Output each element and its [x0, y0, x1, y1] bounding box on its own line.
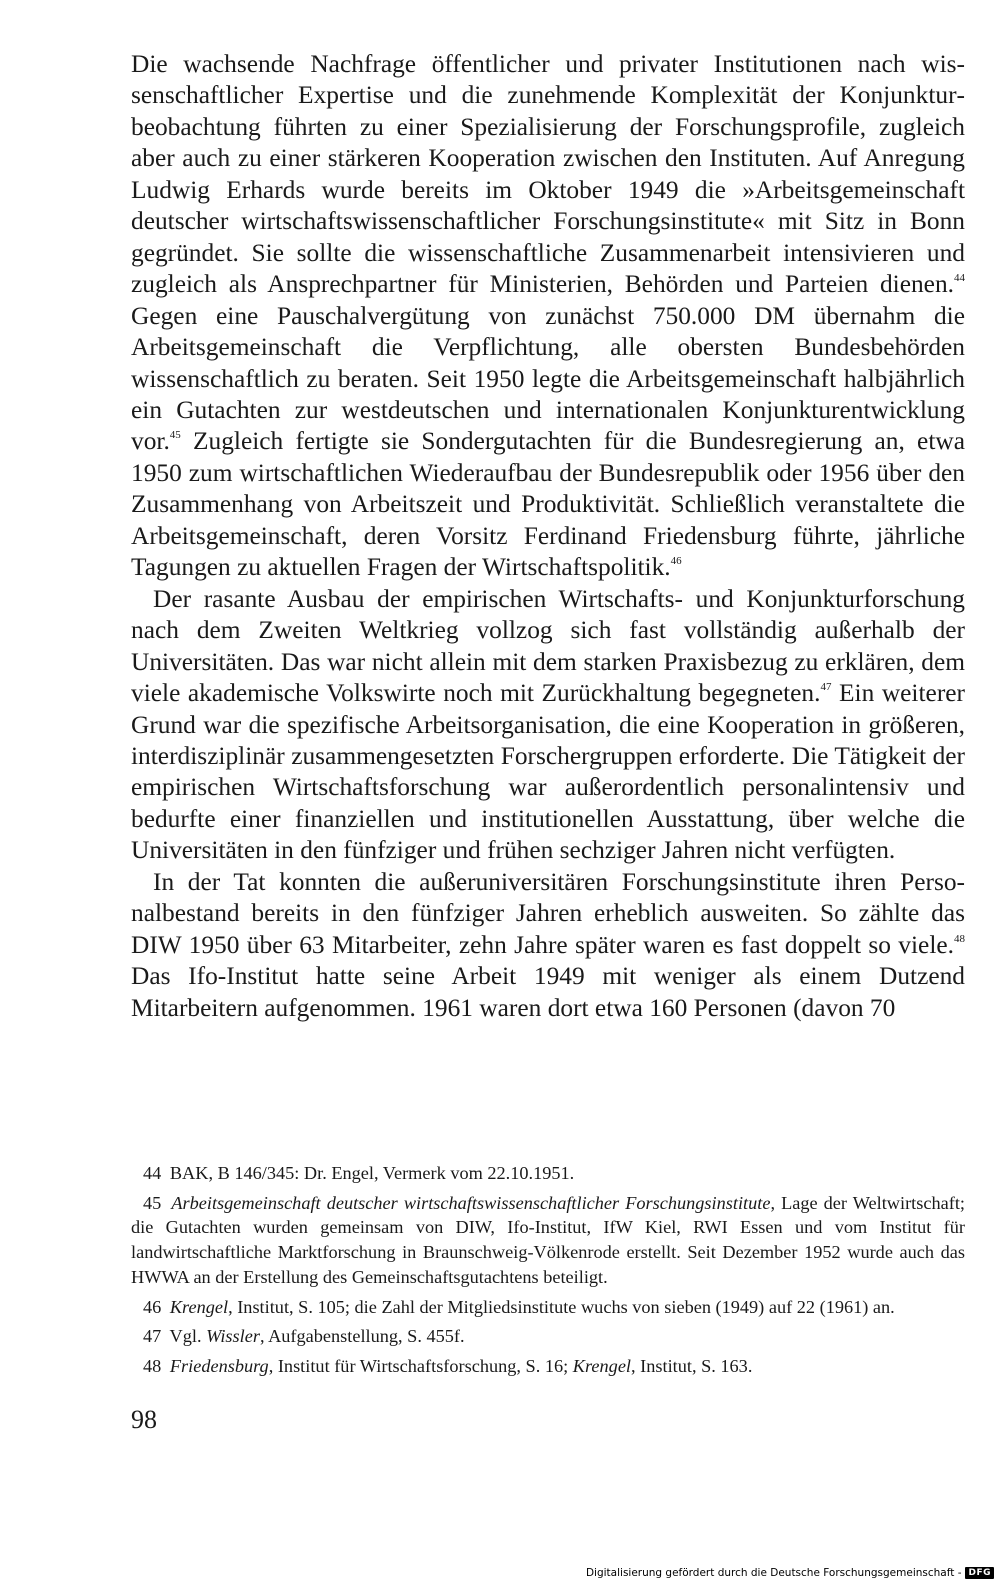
footnote-number: 44 [143, 1163, 162, 1183]
dfg-logo-icon: DFG [965, 1567, 994, 1579]
footnote-author: Krengel [572, 1355, 632, 1376]
paragraph-2 [131, 584, 965, 867]
paragraph-text: In der Tat konnten die außeruniversitären Forschungsinstitute ihren Personalbestand bereits in den fünfziger Jahren erheblich ausweiten. So zählte das DIW 1950 über 63 Mitarbeiter, zehn Jahre später waren es fast doppelt so viele. [131, 867, 965, 959]
credit-text: Digitalisierung gefördert durch die Deutsche Forschungsgemeinschaft - [585, 1567, 962, 1579]
paragraph-text: Der rasante Ausbau der empirischen Wirtschafts- und Konjunkturforschung nach dem Zweiten Weltkrieg vollzog sich fast vollständig außerhalb der Universitäten. Das war nicht allein mit dem starken Praxisbezug zu erklären, dem viele akademische Volkswirte noch mit Zurückhaltung begegneten. [131, 584, 965, 708]
footnote-author: Friedensburg [169, 1355, 269, 1376]
paragraph-text: Gegen eine Pauschalvergütung von zunächst 750.000 DM übernahm die Arbeitsgemeinschaft die Verpflichtung, alle obersten Bundesbehörden wissenschaftlich zu beraten. Seit 1950 legte die Arbeitsgemeinschaft halbjährlich ein Gutachten zur westdeutschen und internationalen Konjunkturentwicklung vor. [131, 301, 965, 456]
footnote-46 [131, 1295, 965, 1320]
footnote-text: , Institut, S. 105; die Zahl der Mitgliedsinstitute wuchs von sieben (1949) auf 22 (1961) an. [228, 1296, 895, 1317]
footnote-ref-48: 48 [954, 932, 965, 945]
digitization-credit [586, 1564, 994, 1582]
footnote-47 [131, 1324, 965, 1349]
footnote-ref-44: 44 [954, 272, 965, 285]
footnote-48 [131, 1354, 965, 1379]
library-stamp [678, 1418, 818, 1508]
paragraph-text: Das Ifo-Institut hatte seine Arbeit 1949 mit weniger als einem Dutzend Mitarbeitern aufgenommen. 1961 waren dort etwa 160 Personen (davon 70 [131, 962, 965, 1022]
footnote-ref-46: 46 [670, 555, 682, 568]
footnote-45 [131, 1191, 965, 1290]
footnote-number: 45 [143, 1192, 162, 1213]
footnote-number: 48 [143, 1355, 162, 1376]
footnote-author: Arbeitsgemeinschaft deutscher wirtschaftswissenschaftlicher Forschungsinstitute [171, 1192, 771, 1213]
footnote-prefix: Vgl. [169, 1326, 207, 1347]
footnote-author: Krengel [169, 1296, 229, 1317]
footnote-author: Wissler [206, 1326, 260, 1347]
footnote-text: , Lage der Weltwirtschaft; die Gutachten wurden gemeinsam von DIW, Ifo-Institut, IfW Kiel, RWI Essen und vom Institut für landwirtschaftliche Marktforschung in Braunschweig-Völkenrode erstellt. Seit Dezember 1952 wurde auch das HWWA an der Erstellung des Gemeinschaftsgutachtens beteiligt. [131, 1192, 965, 1287]
paragraph-text: Zugleich fertigte sie Sondergutachten für die Bundesregierung an, etwa 1950 zum wirtschaftlichen Wiederaufbau der Bundesrepublik oder 1956 über den Zusammenhang von Arbeitszeit und Produktivität. Schließlich veranstaltete die Arbeitsgemeinschaft, deren Vorsitz Ferdinand Friedensburg führte, jährliche Tagungen zu aktuellen Fragen der Wirtschaftspolitik. [131, 427, 965, 582]
footnote-text: BAK, B 146/345: Dr. Engel, Vermerk vom 22.10.1951. [169, 1163, 575, 1183]
body-text [131, 49, 965, 1024]
footnote-text: , Institut, S. 163. [631, 1355, 753, 1376]
footnote-text: , Institut für Wirtschaftsforschung, S. 16; [268, 1355, 573, 1376]
page-number: 98 [131, 1405, 157, 1434]
paragraph-1 [131, 49, 965, 584]
paragraph-text: Ein weiterer Grund war die spezifische Arbeitsorganisation, die eine Kooperation in größeren, interdisziplinär zusammengesetzten Forschergruppen erforderte. Die Tätigkeit der empirischen Wirtschaftsforschung war außerordentlich personalintensiv und bedurfte einer finanziellen und institutionellen Ausstattung, über welche die Universitäten in den fünfziger und frühen sechziger Jahren nicht verfügten. [131, 679, 965, 865]
footnote-ref-45: 45 [169, 429, 181, 442]
paragraph-text: Die wachsende Nachfrage öffentlicher und privater Institutionen nach wissenschaftlicher Expertise und die zunehmende Komplexität der Konjunkturbeobachtung führten zu einer Spezialisierung der Forschungsprofile, zugleich aber auch zu einer stärkeren Kooperation zwischen den Instituten. Auf Anregung Ludwig Erhards wurde bereits im Oktober 1949 die »Arbeitsgemeinschaft deutscher wirtschaftswissenschaftlicher Forschungsinstitute« mit Sitz in Bonn gegründet. Sie sollte die wissenschaftliche Zusammenarbeit intensivieren und zugleich als Ansprechpartner für Ministerien, Behörden und Parteien dienen. [131, 50, 965, 299]
footnote-number: 47 [143, 1326, 162, 1347]
footnote-44 [131, 1161, 965, 1186]
footnote-number: 46 [143, 1296, 162, 1317]
footnote-text: , Aufgabenstellung, S. 455f. [259, 1326, 465, 1347]
paragraph-3 [131, 867, 965, 1024]
footnote-ref-47: 47 [820, 681, 832, 694]
footnotes [131, 1161, 965, 1384]
